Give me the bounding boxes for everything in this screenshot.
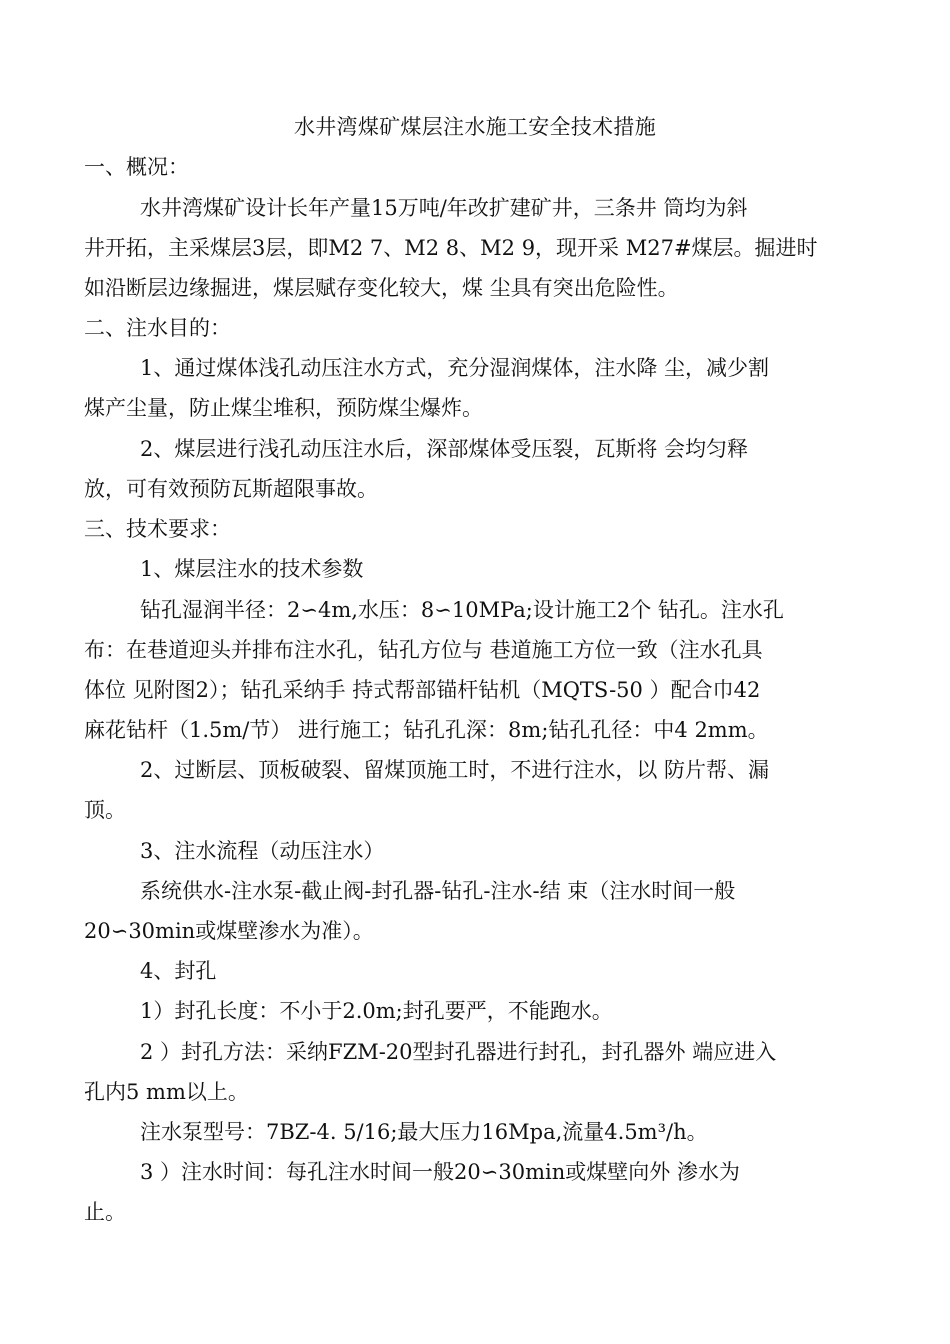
document-title: 水井湾煤矿煤层注水施工安全技术措施 xyxy=(293,115,657,139)
paragraph-line: 孔内5 mm以上。 xyxy=(84,1080,249,1104)
section-heading-purpose: 二、注水目的： xyxy=(84,316,231,340)
paragraph-line: 顶。 xyxy=(84,798,126,822)
section-heading-overview: 一、概况： xyxy=(84,155,189,179)
paragraph-line: 2、煤层进行浅孔动压注水后，深部煤体受压裂，瓦斯将 会均匀释 xyxy=(140,437,749,461)
paragraph-line: 20∽30min或煤壁渗水为准）。 xyxy=(84,919,374,943)
paragraph-line: 系统供水-注水泵-截止阀-封孔器-钻孔-注水-结 束（注水时间一般 xyxy=(140,879,736,903)
paragraph-line: 1）封孔长度：不小于2.0m;封孔要严，不能跑水。 xyxy=(140,999,613,1023)
paragraph-line: 布：在巷道迎头并排布注水孔，钻孔方位与 巷道施工方位一致（注水孔具 xyxy=(84,638,763,662)
paragraph-line: 2、过断层、顶板破裂、留煤顶施工时，不进行注水，以 防片帮、漏 xyxy=(140,758,770,782)
paragraph-line: 2 ）封孔方法：采纳FZM-20型封孔器进行封孔，封孔器外 端应进入 xyxy=(140,1040,777,1064)
paragraph-line: 止。 xyxy=(84,1200,126,1224)
paragraph-line: 1、通过煤体浅孔动压注水方式，充分湿润煤体，注水降 尘，减少割 xyxy=(140,356,770,380)
subheading-line: 4、封孔 xyxy=(140,959,217,983)
paragraph-line: 井开拓，主采煤层3层，即M2 7、M2 8、M2 9，现开采 M27#煤层。掘进时 xyxy=(84,236,818,260)
paragraph-line: 3 ）注水时间：每孔注水时间一般20∽30min或煤壁向外 渗水为 xyxy=(140,1160,740,1184)
paragraph-line: 如沿断层边缘掘进，煤层赋存变化较大，煤 尘具有突出危险性。 xyxy=(84,276,679,300)
paragraph-line: 煤产尘量，防止煤尘堆积，预防煤尘爆炸。 xyxy=(84,396,483,420)
paragraph-line: 钻孔湿润半径：2∽4m,水压：8∽10MPa;设计施工2个 钻孔。注水孔 xyxy=(140,598,784,622)
paragraph-line: 麻花钻杆（1.5m/节） 进行施工；钻孔孔深：8m;钻孔孔径：中4 2mm。 xyxy=(84,718,769,742)
subheading-line: 3、注水流程（动压注水） xyxy=(140,839,385,863)
subheading-line: 1、煤层注水的技术参数 xyxy=(140,557,364,581)
section-heading-requirements: 三、技术要求： xyxy=(84,517,231,541)
paragraph-line: 注水泵型号：7BZ-4. 5/16;最大压力16Mpa,流量4.5m³/h。 xyxy=(140,1120,708,1144)
paragraph-line: 放，可有效预防瓦斯超限事故。 xyxy=(84,477,378,501)
paragraph-line: 体位 见附图2）；钻孔采纳手 持式帮部锚杆钻机（MQTS-50 ）配合巾42 xyxy=(84,678,761,702)
paragraph-line: 水井湾煤矿设计长年产量15万吨/年改扩建矿井，三条井 筒均为斜 xyxy=(140,196,748,220)
